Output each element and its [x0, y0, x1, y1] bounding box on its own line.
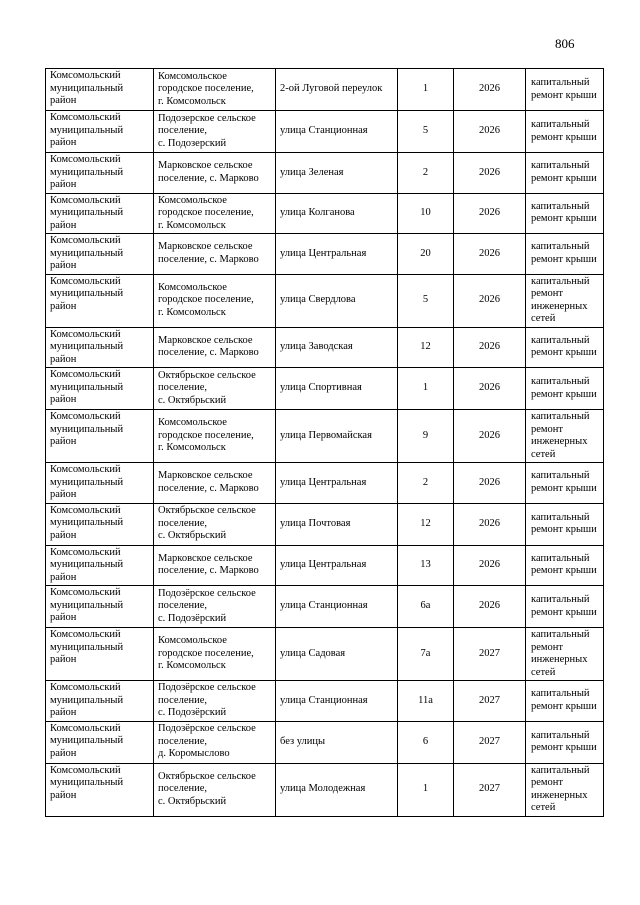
year-cell: 2026: [454, 69, 526, 111]
table-row: [46, 503, 604, 545]
settlement-cell: Подозёрское сельское поселение, д. Коромыслово: [154, 721, 276, 763]
settlement-cell: Комсомольское городское поселение, г. Комсомольск: [154, 274, 276, 327]
street-cell: улица Заводская: [276, 327, 398, 368]
district-cell: Комсомольский муниципальный район: [46, 586, 154, 628]
street-cell: улица Станционная: [276, 586, 398, 628]
work-type-cell: капитальный ремонт крыши: [526, 234, 604, 275]
district-cell: Комсомольский муниципальный район: [46, 368, 154, 410]
work-type-cell: капитальный ремонт крыши: [526, 681, 604, 722]
year-cell: 2027: [454, 681, 526, 722]
house-number-cell: 6а: [398, 586, 454, 628]
house-number-cell: 1: [398, 368, 454, 410]
district-cell: Комсомольский муниципальный район: [46, 69, 154, 111]
settlement-cell: Марковское сельское поселение, с. Марково: [154, 153, 276, 194]
year-cell: 2026: [454, 545, 526, 586]
year-cell: 2026: [454, 503, 526, 545]
house-number-cell: 13: [398, 545, 454, 586]
house-number-cell: 5: [398, 274, 454, 327]
work-type-cell: капитальный ремонт крыши: [526, 69, 604, 111]
work-type-cell: капитальный ремонт крыши: [526, 153, 604, 194]
work-type-cell: капитальный ремонт крыши: [526, 368, 604, 410]
work-type-cell: капитальный ремонт крыши: [526, 503, 604, 545]
settlement-cell: Подозерское сельское поселение, с. Подозерский: [154, 111, 276, 153]
table-body: [46, 69, 604, 817]
settlement-cell: Подозёрское сельское поселение, с. Подозёрский: [154, 586, 276, 628]
district-cell: Комсомольский муниципальный район: [46, 721, 154, 763]
settlement-cell: Марковское сельское поселение, с. Марково: [154, 234, 276, 275]
year-cell: 2026: [454, 234, 526, 275]
year-cell: 2026: [454, 463, 526, 504]
work-type-cell: капитальный ремонт крыши: [526, 721, 604, 763]
table-row: [46, 111, 604, 153]
table-row: [46, 274, 604, 327]
table-row: [46, 681, 604, 722]
settlement-cell: Подозёрское сельское поселение, с. Подозёрский: [154, 681, 276, 722]
table-row: [46, 193, 604, 234]
work-type-cell: капитальный ремонт инженерных сетей: [526, 410, 604, 463]
year-cell: 2026: [454, 193, 526, 234]
table-row: [46, 545, 604, 586]
settlement-cell: Комсомольское городское поселение, г. Комсомольск: [154, 628, 276, 681]
district-cell: Комсомольский муниципальный район: [46, 327, 154, 368]
table-row: [46, 69, 604, 111]
work-type-cell: капитальный ремонт инженерных сетей: [526, 628, 604, 681]
work-type-cell: капитальный ремонт крыши: [526, 327, 604, 368]
work-type-cell: капитальный ремонт крыши: [526, 545, 604, 586]
house-number-cell: 12: [398, 327, 454, 368]
street-cell: без улицы: [276, 721, 398, 763]
year-cell: 2026: [454, 153, 526, 194]
district-cell: Комсомольский муниципальный район: [46, 111, 154, 153]
district-cell: Комсомольский муниципальный район: [46, 503, 154, 545]
house-number-cell: 1: [398, 69, 454, 111]
page-number: 806: [555, 36, 575, 51]
house-number-cell: 12: [398, 503, 454, 545]
district-cell: Комсомольский муниципальный район: [46, 463, 154, 504]
district-cell: Комсомольский муниципальный район: [46, 545, 154, 586]
district-cell: Комсомольский муниципальный район: [46, 153, 154, 194]
street-cell: улица Колганова: [276, 193, 398, 234]
house-number-cell: 6: [398, 721, 454, 763]
settlement-cell: Комсомольское городское поселение, г. Комсомольск: [154, 410, 276, 463]
district-cell: Комсомольский муниципальный район: [46, 628, 154, 681]
table-row: [46, 327, 604, 368]
table-row: [46, 763, 604, 816]
street-cell: улица Спортивная: [276, 368, 398, 410]
work-type-cell: капитальный ремонт крыши: [526, 193, 604, 234]
table-row: [46, 721, 604, 763]
house-number-cell: 20: [398, 234, 454, 275]
house-number-cell: 10: [398, 193, 454, 234]
year-cell: 2027: [454, 763, 526, 816]
district-cell: Комсомольский муниципальный район: [46, 234, 154, 275]
settlement-cell: Комсомольское городское поселение, г. Комсомольск: [154, 69, 276, 111]
street-cell: улица Первомайская: [276, 410, 398, 463]
settlement-cell: Марковское сельское поселение, с. Марково: [154, 327, 276, 368]
street-cell: улица Станционная: [276, 681, 398, 722]
work-type-cell: капитальный ремонт крыши: [526, 111, 604, 153]
repair-schedule-table: [45, 68, 604, 817]
year-cell: 2026: [454, 368, 526, 410]
street-cell: улица Зеленая: [276, 153, 398, 194]
street-cell: улица Молодежная: [276, 763, 398, 816]
year-cell: 2027: [454, 721, 526, 763]
year-cell: 2026: [454, 327, 526, 368]
street-cell: 2-ой Луговой переулок: [276, 69, 398, 111]
settlement-cell: Октябрьское сельское поселение, с. Октябрьский: [154, 368, 276, 410]
district-cell: Комсомольский муниципальный район: [46, 763, 154, 816]
house-number-cell: 1: [398, 763, 454, 816]
house-number-cell: 11а: [398, 681, 454, 722]
house-number-cell: 2: [398, 153, 454, 194]
table-row: [46, 410, 604, 463]
settlement-cell: Октябрьское сельское поселение, с. Октябрьский: [154, 503, 276, 545]
year-cell: 2026: [454, 274, 526, 327]
street-cell: улица Центральная: [276, 545, 398, 586]
house-number-cell: 9: [398, 410, 454, 463]
district-cell: Комсомольский муниципальный район: [46, 193, 154, 234]
street-cell: улица Свердлова: [276, 274, 398, 327]
work-type-cell: капитальный ремонт крыши: [526, 463, 604, 504]
settlement-cell: Марковское сельское поселение, с. Марково: [154, 545, 276, 586]
street-cell: улица Центральная: [276, 234, 398, 275]
street-cell: улица Станционная: [276, 111, 398, 153]
work-type-cell: капитальный ремонт инженерных сетей: [526, 763, 604, 816]
year-cell: 2026: [454, 111, 526, 153]
work-type-cell: капитальный ремонт крыши: [526, 586, 604, 628]
settlement-cell: Комсомольское городское поселение, г. Комсомольск: [154, 193, 276, 234]
settlement-cell: Марковское сельское поселение, с. Марково: [154, 463, 276, 504]
street-cell: улица Почтовая: [276, 503, 398, 545]
table-row: [46, 586, 604, 628]
district-cell: Комсомольский муниципальный район: [46, 681, 154, 722]
table-row: [46, 628, 604, 681]
year-cell: 2026: [454, 410, 526, 463]
work-type-cell: капитальный ремонт инженерных сетей: [526, 274, 604, 327]
year-cell: 2027: [454, 628, 526, 681]
table-row: [46, 153, 604, 194]
settlement-cell: Октябрьское сельское поселение, с. Октябрьский: [154, 763, 276, 816]
street-cell: улица Центральная: [276, 463, 398, 504]
street-cell: улица Садовая: [276, 628, 398, 681]
district-cell: Комсомольский муниципальный район: [46, 410, 154, 463]
table-row: [46, 368, 604, 410]
house-number-cell: 2: [398, 463, 454, 504]
table-row: [46, 234, 604, 275]
year-cell: 2026: [454, 586, 526, 628]
house-number-cell: 5: [398, 111, 454, 153]
table-row: [46, 463, 604, 504]
district-cell: Комсомольский муниципальный район: [46, 274, 154, 327]
house-number-cell: 7а: [398, 628, 454, 681]
